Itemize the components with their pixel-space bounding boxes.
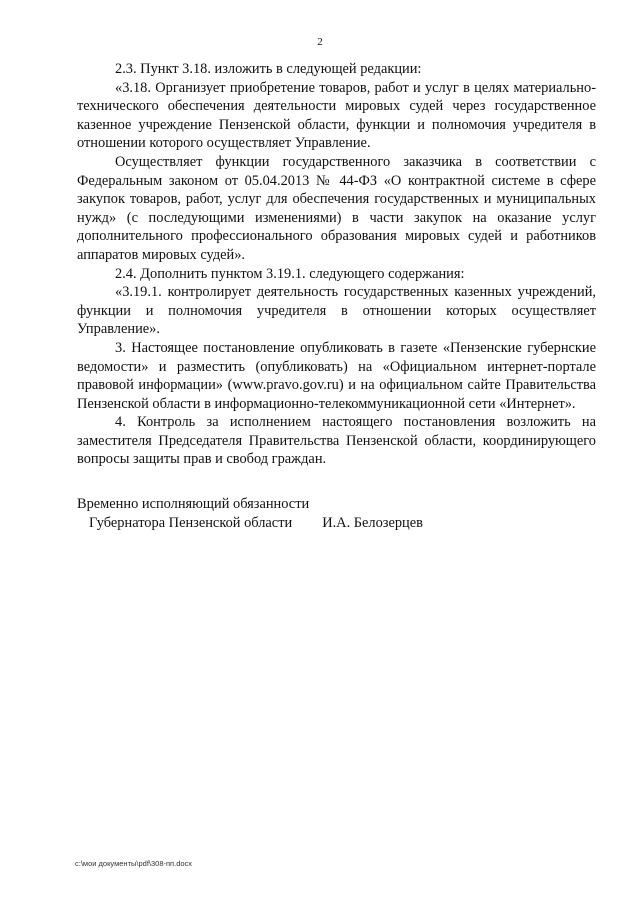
page-number: 2 <box>317 36 323 48</box>
document-body <box>77 60 596 469</box>
paragraph-3-19-1: «3.19.1. контролирует деятельность государственных казенных учреждений, функции и полномочия учредителя в отношении которых осуществляет Управление». <box>77 284 596 338</box>
signature-title-line2: Губернатора Пензенской области <box>89 515 293 531</box>
footer-file-path: c:\мои документы\pdf\308-пп.docx <box>75 859 193 868</box>
signature-title-line1: Временно исполняющий обязанности <box>77 496 310 512</box>
paragraph-3-18: «3.18. Организует приобретение товаров, работ и услуг в целях материально-технического обеспечения деятельности мировых судей через государственное казенное учреждение Пензенской области, функции и полномочия учредителя в отношении которого осуществляет Управление. <box>77 79 596 152</box>
paragraph-state-customer: Осуществляет функции государственного заказчика в соответствии с Федеральным законом от 05.04.2013 № 44-ФЗ «О контрактной системе в сфере закупок товаров, работ, услуг для обеспечения государственных и муниципальных нужд» (с последующими изменениями) в части закупок на оказание услуг дополнительного профессионального образования мировых судей и работников аппаратов мировых судей». <box>77 153 596 263</box>
signatory-name: И.А. Белозерцев <box>322 515 423 531</box>
paragraph-publication: 3. Настоящее постановление опубликовать в газете «Пензенские губернские ведомости» и разместить (опубликовать) на «Официальном интернет-портале правовой информации» (www.pravo.gov.ru) и на официальном сайте Правительства Пензенской области в информационно-телекоммуникационной сети «Интернет». <box>77 339 596 412</box>
paragraph-2-3: 2.3. Пункт 3.18. изложить в следующей редакции: <box>115 61 422 77</box>
paragraph-2-4: 2.4. Дополнить пунктом 3.19.1. следующего содержания: <box>115 265 465 282</box>
paragraph-control: 4. Контроль за исполнением настоящего постановления возложить на заместителя Председателя Правительства Пензенской области, координирующего вопросы защиты прав и свобод граждан. <box>77 414 596 468</box>
signature-block <box>77 495 596 533</box>
signature-title-line2-row <box>77 514 596 533</box>
